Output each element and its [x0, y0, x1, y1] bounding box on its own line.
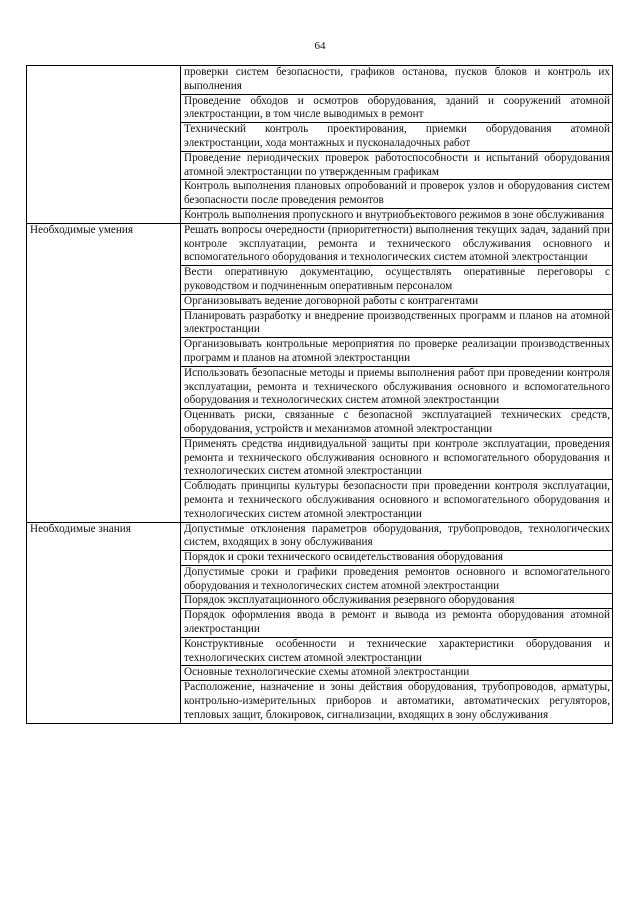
page-number: 64	[314, 40, 326, 52]
table-cell: Решать вопросы очередности (приоритетности) выполнения текущих задач, заданий при контроле эксплуатации, ремонта и технического обслуживания основного и вспомогательного оборудования и технологических систем атомной электростанции	[181, 223, 613, 265]
table-row	[27, 522, 613, 551]
table-cell: Основные технологические схемы атомной электростанции	[181, 666, 613, 681]
table-cell: Порядок и сроки технического освидетельствования оборудования	[181, 551, 613, 566]
section-label	[27, 66, 181, 224]
table-cell: Организовывать ведение договорной работы с контрагентами	[181, 294, 613, 309]
table-cell: Планировать разработку и внедрение производственных программ и планов на атомной электростанции	[181, 309, 613, 338]
table-cell: Контроль выполнения плановых опробований и проверок узлов и оборудования систем безопасности после проведения ремонтов	[181, 180, 613, 209]
section-label: Необходимые знания	[27, 522, 181, 723]
table-cell: Порядок эксплуатационного обслуживания резервного оборудования	[181, 594, 613, 609]
table-cell: Контроль выполнения пропускного и внутриобъектового режимов в зоне обслуживания	[181, 208, 613, 223]
table-cell: Соблюдать принципы культуры безопасности при проведении контроля эксплуатации, ремонта и технического обслуживания основного и вспомогательного оборудования и технологических систем атомной электростанции	[181, 480, 613, 522]
table-cell: Расположение, назначение и зоны действия оборудования, трубопроводов, арматуры, контрольно-измерительных приборов и автоматики, автоматических регуляторов, тепловых защит, блокировок, сигнализации, входящих в зону обслуживания	[181, 681, 613, 723]
table-cell: Проведение обходов и осмотров оборудования, зданий и сооружений атомной электростанции, в том числе выводимых в ремонт	[181, 94, 613, 123]
table-cell: Проведение периодических проверок работоспособности и испытаний оборудования атомной электростанции по утвержденным графикам	[181, 151, 613, 180]
table-cell: Оценивать риски, связанные с безопасной эксплуатацией технических средств, оборудования, устройств и механизмов атомной электростанции	[181, 409, 613, 438]
table-cell: Вести оперативную документацию, осуществлять оперативные переговоры с руководством и подчиненным оперативным персоналом	[181, 266, 613, 295]
table-row	[27, 223, 613, 265]
table-cell: Применять средства индивидуальной защиты при контроле эксплуатации, проведения ремонта и технического обслуживания основного и вспомогательного оборудования и технологических систем атомной электростанции	[181, 437, 613, 479]
table-cell: Допустимые сроки и графики проведения ремонтов основного и вспомогательного оборудования и технологических систем атомной электростанции	[181, 565, 613, 594]
section-label: Необходимые умения	[27, 223, 181, 522]
table-cell: Порядок оформления ввода в ремонт и вывода из ремонта оборудования атомной электростанции	[181, 609, 613, 638]
table-cell: Конструктивные особенности и технические характеристики оборудования и технологических систем атомной электростанции	[181, 637, 613, 666]
table-cell: Организовывать контрольные мероприятия по проверке реализации производственных программ и планов на атомной электростанции	[181, 338, 613, 367]
table-cell: проверки систем безопасности, графиков останова, пусков блоков и контроль их выполнения	[181, 66, 613, 95]
requirements-table	[26, 65, 613, 724]
table-cell: Использовать безопасные методы и приемы выполнения работ при проведении контроля эксплуатации, ремонта и технического обслуживания основного и вспомогательного оборудования и технологических систем атомной электростанции	[181, 366, 613, 408]
table-cell: Технический контроль проектирования, приемки оборудования атомной электростанции, хода монтажных и пусконаладочных работ	[181, 123, 613, 152]
table-row	[27, 66, 613, 95]
table-cell: Допустимые отклонения параметров оборудования, трубопроводов, технологических систем, входящих в зону обслуживания	[181, 522, 613, 551]
